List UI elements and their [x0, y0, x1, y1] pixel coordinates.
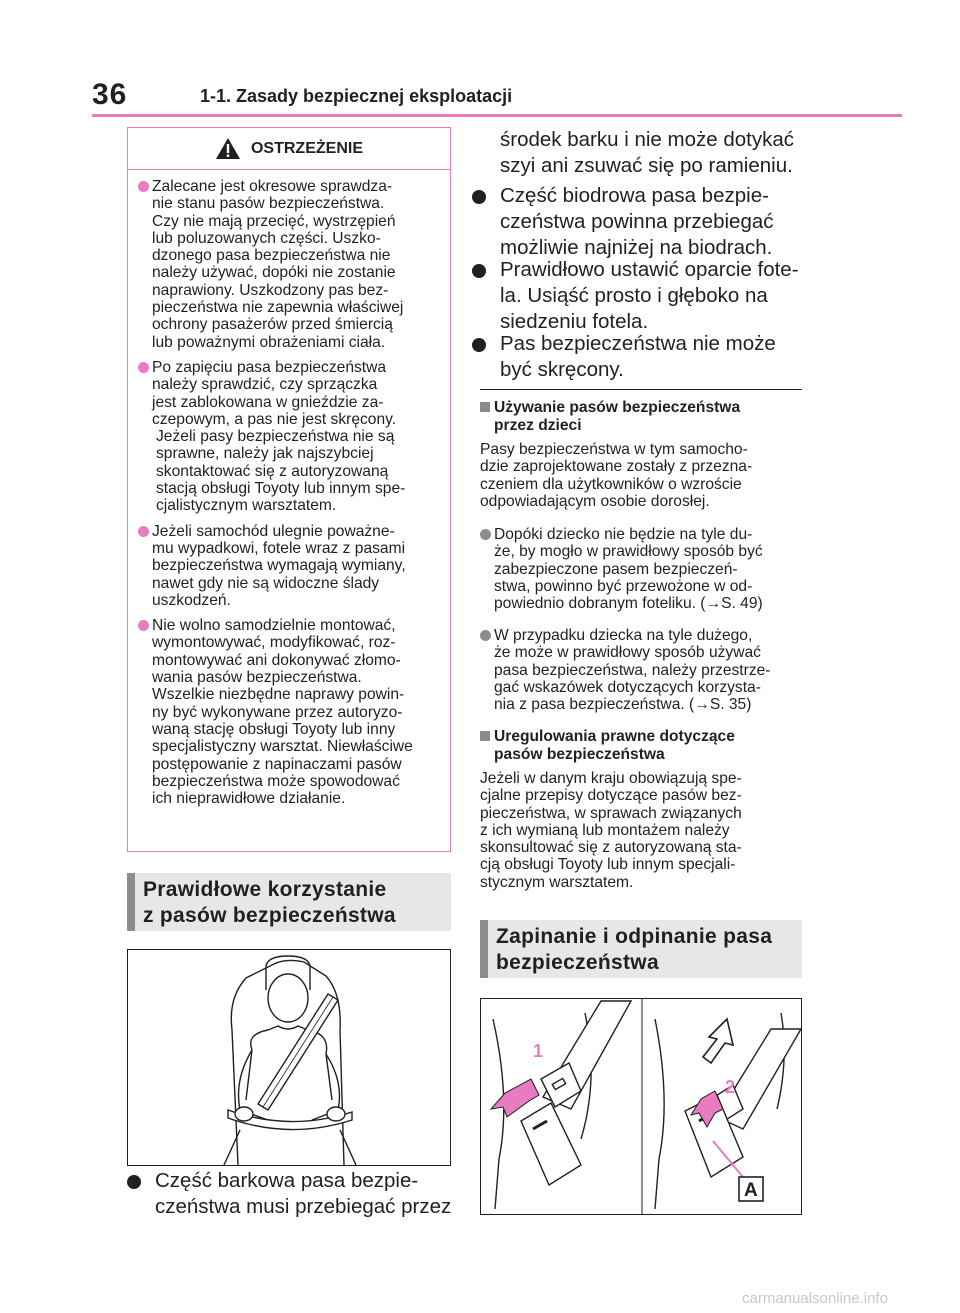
text-line: środek barku i nie może dotykać	[500, 128, 794, 151]
subheading-children	[480, 399, 802, 434]
text-line: Jeżeli w danym kraju obowiązują spe-	[480, 770, 742, 787]
text-line: gać wskazówek dotyczących korzysta-	[494, 678, 761, 696]
warning-header	[128, 128, 450, 170]
text-line: sprawne, należy jak najszybciej	[156, 445, 374, 463]
bullet-dot-icon	[138, 362, 149, 373]
heading-line: bezpieczeństwa	[496, 951, 659, 974]
bullet-dot-icon	[138, 620, 149, 631]
text-line: przez dzieci	[494, 416, 582, 434]
heading-line: Prawidłowe korzystanie	[143, 878, 387, 901]
text-line: być skręcony.	[500, 358, 624, 381]
bullet-shoulder-belt	[127, 1168, 457, 1220]
text-line: la. Usiąść prosto i głęboko na	[500, 284, 768, 307]
text-line: wymontowywać, modyfikować, roz-	[152, 634, 396, 652]
regulations-paragraph	[480, 770, 802, 891]
bullet-dot-icon	[138, 526, 149, 537]
text-line: należy sprawdzić, czy sprzączka	[152, 376, 378, 394]
text-line: że może w prawidłowy sposób używać	[494, 644, 761, 662]
text-line: Prawidłowo ustawić oparcie fote-	[500, 258, 799, 281]
step-2-label: 2	[725, 1077, 736, 1097]
children-item	[480, 526, 802, 612]
text-line: czeństwa musi przebiegać przez	[155, 1195, 452, 1218]
warning-item	[138, 523, 444, 609]
text-line: naprawiony. Uszkodzony pas bez-	[152, 281, 389, 299]
text-line: czepowym, a pas nie jest skręcony.	[152, 410, 397, 428]
bullet-dot-icon	[472, 338, 486, 352]
text-line: Pasy bezpieczeństwa w tym samocho-	[480, 441, 748, 458]
heading-line: z pasów bezpieczeństwa	[143, 904, 396, 927]
page-number: 36	[92, 78, 128, 111]
text-line: Część biodrowa pasa bezpie-	[500, 184, 769, 207]
text-line: lub poważnymi obrażeniami ciała.	[152, 333, 386, 351]
text-line: waną stację obsługi Toyoty lub inny	[152, 720, 396, 738]
text-line: cjalistycznym warsztatem.	[156, 497, 337, 515]
text-line: montowywać ani dokonywać złomo-	[152, 651, 401, 669]
text-line: Używanie pasów bezpieczeństwa	[494, 399, 741, 416]
text-line: postępowanie z napinaczami pasów	[152, 755, 402, 773]
subheading-regulations	[480, 728, 802, 763]
text-line: nia z pasa bezpieczeństwa. (→S. 35)	[494, 696, 752, 714]
text-line: dzie zaprojektowane zostały z przezna-	[480, 458, 753, 476]
text-line: Pas bezpieczeństwa nie może	[500, 332, 776, 355]
watermark: carmanualsonline.info	[742, 1290, 888, 1307]
warning-item	[138, 359, 444, 515]
square-bullet-icon	[480, 731, 490, 741]
bullet-not-twisted	[472, 331, 807, 383]
text-line: jest zablokowana w gnieździe za-	[152, 393, 384, 411]
text-line: pasa bezpieczeństwa, należy przestrze-	[494, 661, 771, 679]
text-line: Jeżeli pasy bezpieczeństwa nie są	[156, 428, 395, 446]
bullet-dot-icon	[472, 264, 486, 278]
text-line: czeństwa powinna przebiegać	[500, 210, 774, 233]
text-line: że, by mogło w prawidłowy sposób być	[494, 543, 763, 561]
text-line: pasów bezpieczeństwa	[494, 745, 665, 763]
text-line: lub poluzowanych części. Uszko-	[152, 229, 381, 247]
step-1-label: 1	[533, 1041, 544, 1061]
warning-item	[138, 178, 444, 351]
text-line: Jeżeli samochód ulegnie poważne-	[152, 522, 395, 540]
bullet-dot-icon	[480, 529, 491, 540]
divider	[480, 389, 802, 390]
text-line: Dopóki dziecko nie będzie na tyle du-	[494, 526, 753, 543]
text-line: skonsultować się z autoryzowaną sta-	[480, 839, 742, 857]
text-line: skontaktować się z autoryzowaną	[156, 462, 389, 480]
text-line: ochrony pasażerów przed śmiercią	[152, 316, 393, 334]
buckle-illustration	[480, 998, 802, 1215]
text-line: pieczeństwa, w sprawach związanych	[480, 804, 742, 822]
text-line: wania pasów bezpieczeństwa.	[152, 669, 362, 687]
text-line: stwa, powinno być przewożone w od-	[494, 577, 753, 595]
bullet-dot-icon	[472, 190, 486, 204]
heading-line: Zapinanie i odpinanie pasa	[496, 925, 773, 948]
text-line: zabezpieczone pasem bezpieczeń-	[494, 560, 738, 578]
warning-box	[127, 127, 451, 852]
heading-stripe	[127, 873, 135, 931]
text-line: Nie wolno samodzielnie montować,	[152, 617, 396, 635]
text-line: ich nieprawidłowe działanie.	[152, 790, 346, 808]
header-rule	[92, 114, 902, 117]
text-line: z ich wymianą lub montażem należy	[480, 821, 730, 839]
text-line: bezpieczeństwa może spowodować	[152, 772, 400, 790]
text-line: siedzeniu fotela.	[500, 310, 649, 333]
text-line: należy używać, dopóki nie zostanie	[152, 264, 396, 282]
children-paragraph	[480, 441, 802, 510]
seatbelt-posture-illustration	[127, 949, 451, 1166]
text-line: powiednio dobranym foteliku. (→S. 49)	[494, 595, 763, 613]
text-line: Część barkowa pasa bezpie-	[155, 1169, 419, 1192]
text-line: ny być wykonywane przez autoryzo-	[152, 703, 403, 721]
text-line: uszkodzeń.	[152, 591, 231, 609]
heading-stripe	[480, 920, 488, 978]
text-line: cjalne przepisy dotyczące pasów bez-	[480, 787, 742, 805]
text-line: Wszelkie niezbędne naprawy powin-	[152, 686, 405, 704]
text-line: cją obsługi Toyoty lub innym specjali-	[480, 856, 736, 874]
text-line: możliwie najniżej na biodrach.	[500, 236, 773, 259]
text-line: Uregulowania prawne dotyczące	[494, 728, 735, 745]
text-line: odpowiadającym osobie dorosłej.	[480, 492, 710, 510]
bullet-lap-belt	[472, 183, 807, 261]
text-line: specjalistyczny warsztat. Niewłaściwe	[152, 738, 413, 756]
bullet-dot-icon	[480, 630, 491, 641]
text-line: czeniem dla użytkowników o wzroście	[480, 475, 742, 493]
bullet-dot-icon	[127, 1175, 141, 1189]
warning-icon	[215, 137, 241, 160]
text-line: dzonego pasa bezpieczeństwa nie	[152, 247, 391, 265]
text-line: Po zapięciu pasa bezpieczeństwa	[152, 358, 387, 376]
text-line: bezpieczeństwa wymagają wymiany,	[152, 557, 406, 575]
section-title: 1-1. Zasady bezpiecznej eksploatacji	[200, 86, 513, 106]
section-heading-fastening	[480, 920, 802, 978]
warning-title: OSTRZEŻENIE	[250, 139, 363, 157]
bullet-dot-icon	[138, 181, 149, 192]
bullet-continuation	[500, 127, 810, 179]
text-line: stycznym warsztatem.	[480, 873, 634, 891]
text-line: pieczeństwa nie zapewnia właściwej	[152, 299, 404, 317]
text-line: nawet gdy nie są widoczne ślady	[152, 574, 380, 592]
page-header	[92, 78, 902, 118]
text-line: W przypadku dziecka na tyle dużego,	[494, 627, 753, 644]
text-line: nie stanu pasów bezpieczeństwa.	[152, 195, 385, 213]
callout-a-label: A	[744, 1180, 758, 1201]
text-line: stacją obsługi Toyoty lub innym spe-	[156, 480, 406, 498]
square-bullet-icon	[480, 402, 490, 412]
warning-item	[138, 617, 444, 807]
text-line: mu wypadkowi, fotele wraz z pasami	[152, 539, 406, 557]
children-item	[480, 627, 802, 713]
bullet-seatback	[472, 257, 807, 335]
section-heading-correct-use	[127, 873, 451, 931]
text-line: Zalecane jest okresowe sprawdza-	[152, 178, 393, 195]
text-line: Czy nie mają przecięć, wystrzępień	[152, 212, 396, 230]
text-line: szyi ani zsuwać się po ramieniu.	[500, 154, 793, 177]
